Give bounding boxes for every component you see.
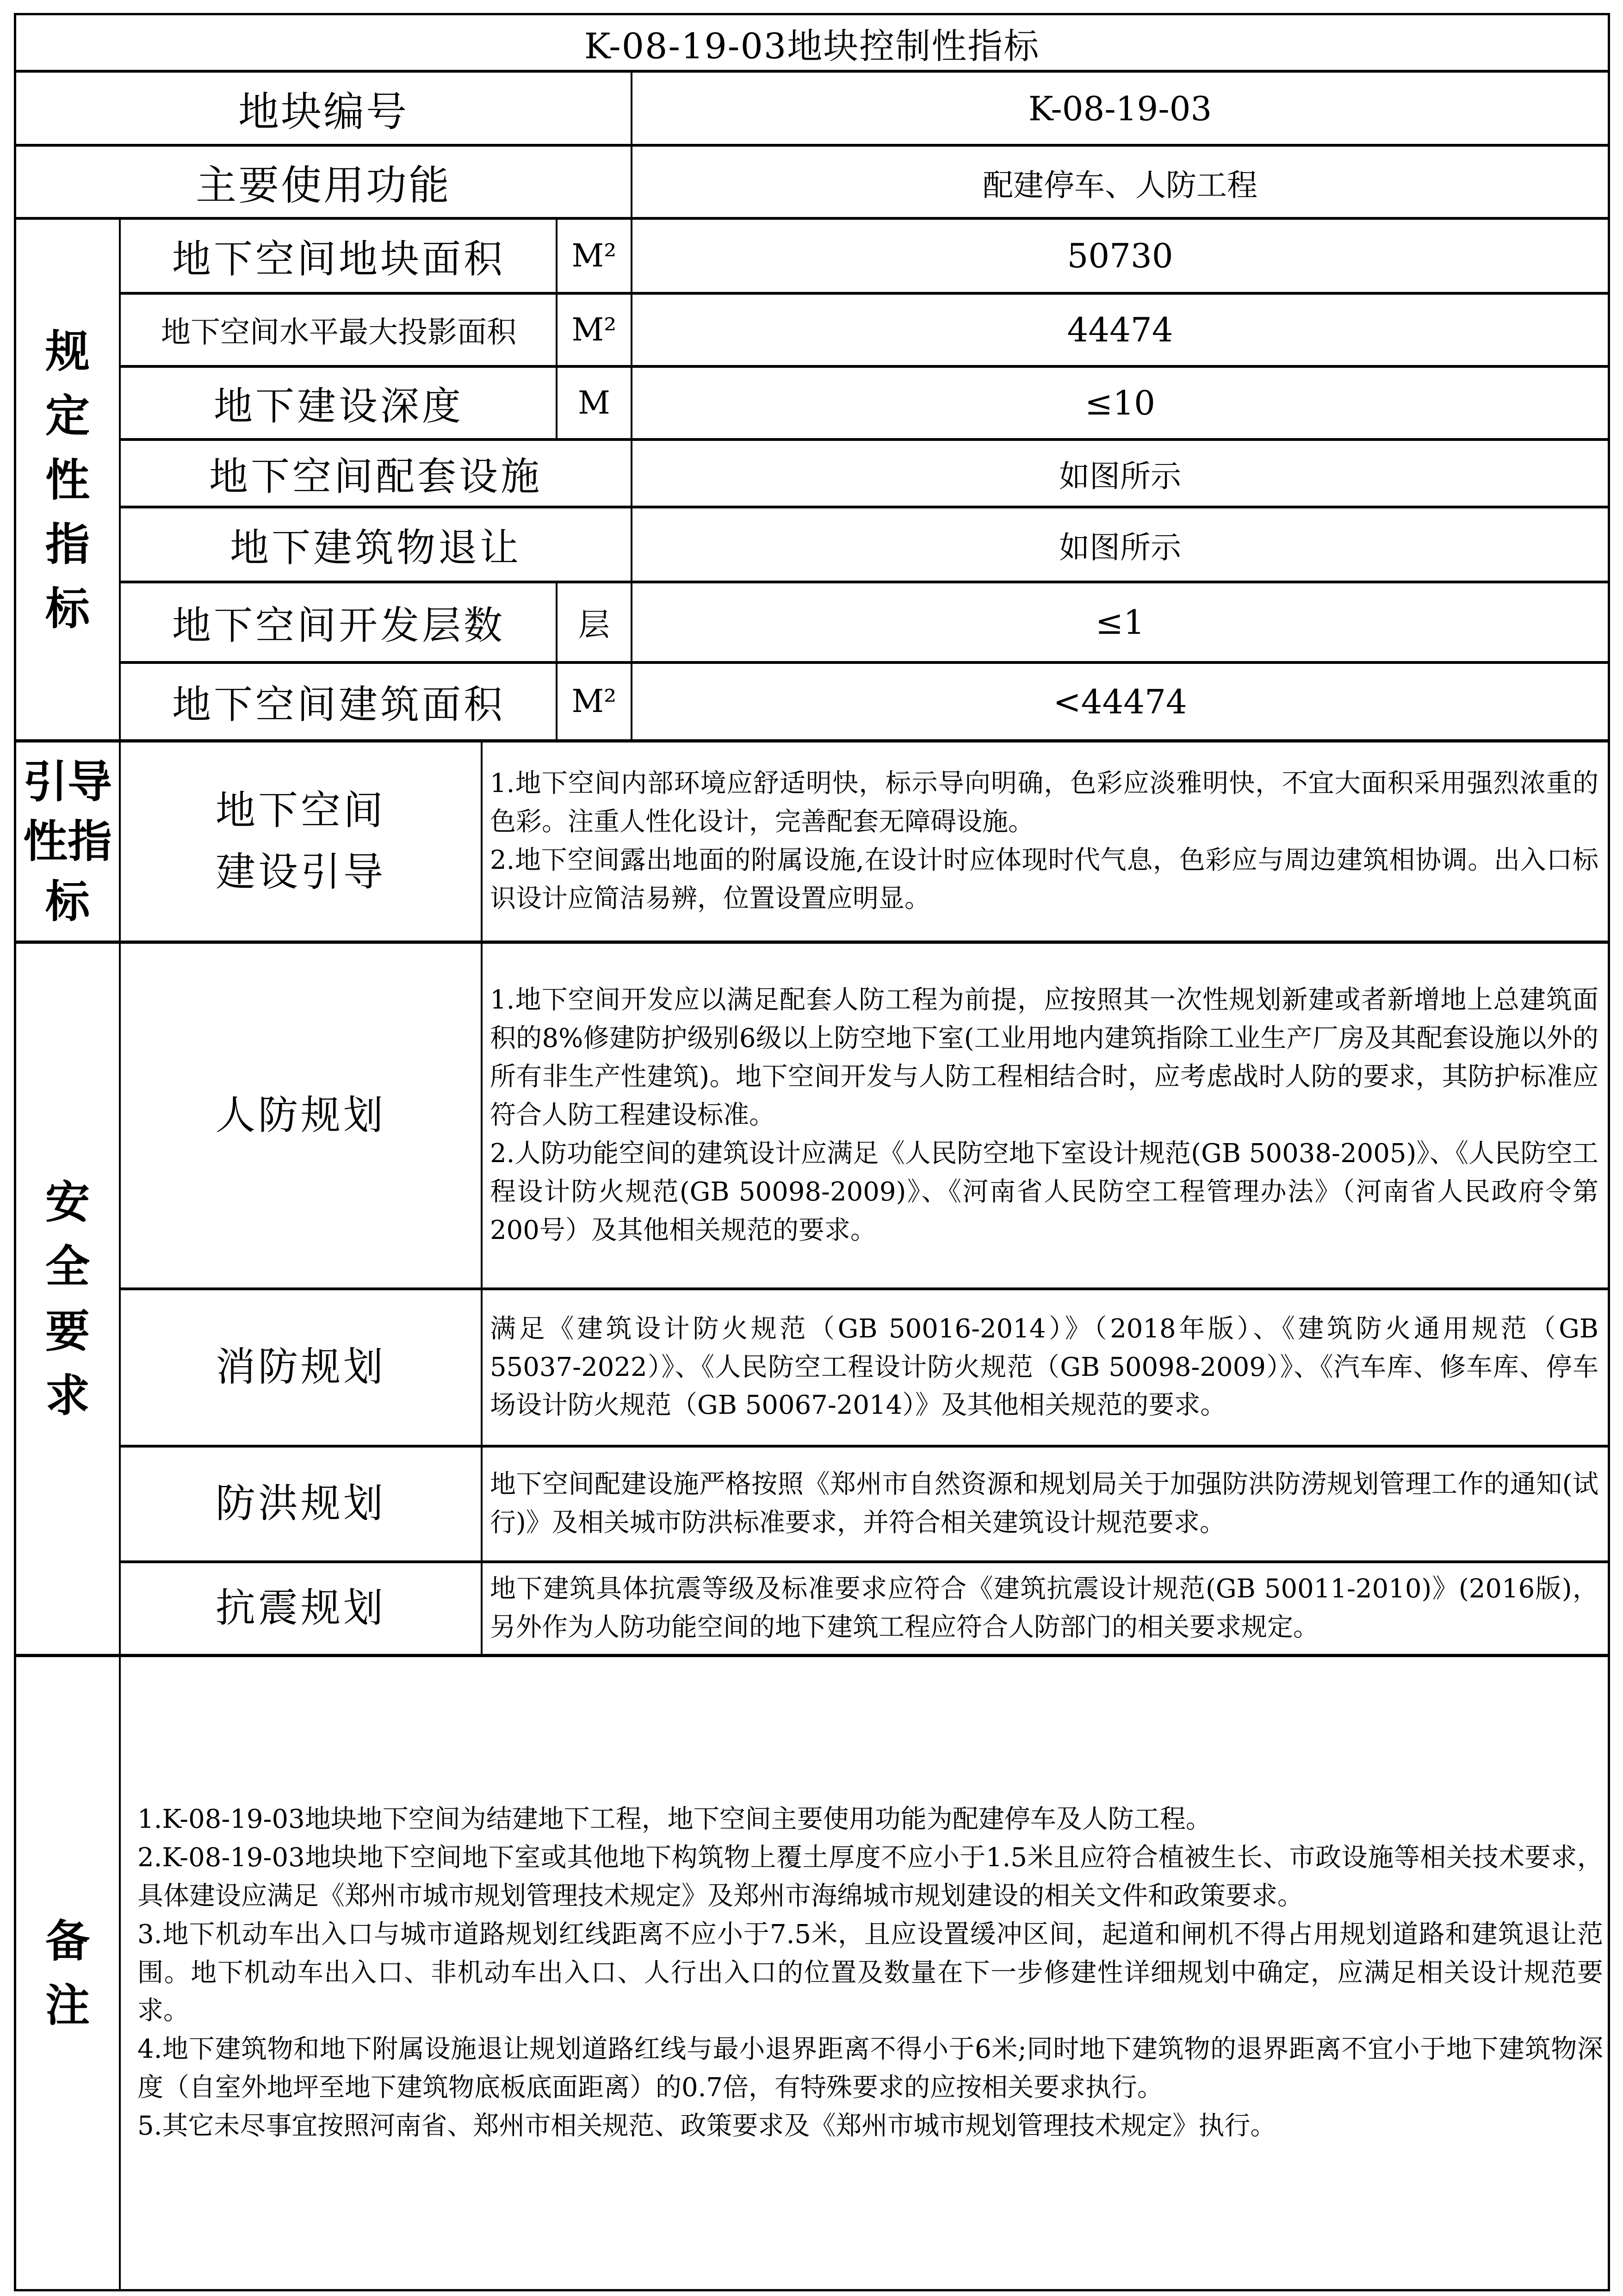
reg-row-label: 地下空间建筑面积 bbox=[172, 682, 505, 727]
safety-row-text-seismic: 地下建筑具体抗震等级及标准要求应符合《建筑抗震设计规范(GB 50011-2010)》(2016版)，另外作为人防功能空间的地下建筑工程应符合人防部门的相关要求规定。 bbox=[490, 1574, 1598, 1642]
reg-row-value: ≤1 bbox=[1095, 603, 1145, 642]
regulatory-category-label: 规 定 性 指 标 bbox=[45, 325, 90, 635]
reg-row-label: 地下空间水平最大投影面积 bbox=[161, 316, 516, 350]
reg-row-unit: 层 bbox=[578, 606, 610, 644]
guidance-text: 1.地下空间内部环境应舒适明快，标示导向明确，色彩应淡雅明快，不宜大面积采用强烈浓重的色彩。注重人性化设计，完善配套无障碍设施。 2.地下空间露出地面的附属设施,在设计时应体现时代气息，色彩应与周边建筑相协调。出入口标识设计应简洁易辨，位置设置应明显。 bbox=[490, 768, 1598, 914]
guidance-label: 地下空间 建设引导 bbox=[216, 787, 386, 895]
safety-row-text-flood: 地下空间配建设施严格按照《郑州市自然资源和规划局关于加强防洪防涝规划管理工作的通知(试行)》及相关城市防洪标准要求，并符合相关建筑设计规范要求。 bbox=[490, 1469, 1598, 1538]
reg-row-label: 地下建设深度 bbox=[213, 383, 464, 429]
plot-number-label: 地块编号 bbox=[238, 88, 409, 136]
reg-row-value: 44474 bbox=[1067, 310, 1173, 349]
reg-row-value: ≤10 bbox=[1085, 384, 1155, 422]
safety-row-label-seismic: 抗震规划 bbox=[216, 1585, 386, 1632]
control-index-sheet bbox=[14, 13, 1610, 2291]
reg-row-unit: M² bbox=[571, 683, 617, 720]
safety-row-label-flood: 防洪规划 bbox=[216, 1480, 386, 1527]
reg-row-value: 如图所示 bbox=[1059, 529, 1181, 565]
reg-row-unit: M bbox=[578, 384, 610, 421]
reg-row-label: 地下建筑物退让 bbox=[229, 525, 521, 570]
sheet-title: K-08-19-03地块控制性指标 bbox=[584, 25, 1040, 67]
remarks-category-label: 备 注 bbox=[45, 1914, 90, 2031]
main-function-value: 配建停车、人防工程 bbox=[983, 167, 1258, 203]
plot-number-value: K-08-19-03 bbox=[1028, 89, 1212, 128]
reg-row-label: 地下空间配套设施 bbox=[209, 453, 542, 499]
safety-row-label-civil-defense: 人防规划 bbox=[216, 1092, 386, 1139]
reg-row-label: 地下空间地块面积 bbox=[172, 236, 505, 282]
safety-row-text-civil-defense: 1.地下空间开发应以满足配套人防工程为前提，应按照其一次性规划新建或者新增地上总建筑面积的8%修建防护级别6级以上防空地下室(工业用地内建筑指除工业生产厂房及其配套设施以外的所有非生产性建筑)。地下空间开发与人防工程相结合时，应考虑战时人防的要求，其防护标准应符合人防工程建设标准。 2.人防功能空间的建筑设计应满足《人民防空地下室设计规范(GB 50038-2005)》、《人民防空工程设计防火规范(GB 50098-2009)》、《河南省人民防空工程管理办法》（河南省人民政府令第200号）及其他相关规范的要求。 bbox=[490, 985, 1598, 1245]
safety-category-label: 安 全 要 求 bbox=[45, 1176, 90, 1422]
safety-row-label-fire: 消防规划 bbox=[216, 1344, 386, 1391]
reg-row-value: 50730 bbox=[1067, 236, 1173, 275]
reg-row-unit: M² bbox=[571, 237, 617, 274]
main-function-label: 主要使用功能 bbox=[195, 161, 451, 209]
remarks-text: 1.K-08-19-03地块地下空间为结建地下工程，地下空间主要使用功能为配建停车及人防工程。 2.K-08-19-03地块地下空间地下室或其他地下构筑物上覆土厚度不应小于1.5米且应符合植被生长、市政设施等相关技术要求，具体建设应满足《郑州市城市规划管理技术规定》及郑州市海绵城市规划建设的相关文件和政策要求。 3.地下机动车出入口与城市道路规划红线距离不应小于7.5米，且应设置缓冲区间，起道和闸机不得占用规划道路和建筑退让范围。地下机动车出入口、非机动车出入口、人行出入口的位置及数量在下一步修建性详细规划中确定，应满足相关设计规范要求。 4.地下建筑物和地下附属设施退让规划道路红线与最小退界距离不得小于6米;同时地下建筑物的退界距离不宜小于地下建筑物深度（自室外地坪至地下建筑物底板底面距离）的0.7倍，有特殊要求的应按相关要求执行。 5.其它未尽事宜按照河南省、郑州市相关规范、政策要求及《郑州市城市规划管理技术规定》执行。 bbox=[137, 1804, 1603, 2141]
guidance-category-label: 引导 性指 标 bbox=[23, 755, 112, 928]
reg-row-value: <44474 bbox=[1053, 682, 1187, 721]
reg-row-unit: M² bbox=[571, 311, 617, 348]
reg-row-label: 地下空间开发层数 bbox=[172, 602, 505, 648]
reg-row-value: 如图所示 bbox=[1059, 458, 1181, 494]
safety-row-text-fire: 满足《建筑设计防火规范（GB 50016-2014）》（2018年版）、《建筑防火通用规范（GB 55037-2022）》、《人民防空工程设计防火规范（GB 50098-2009）》、《汽车库、修车库、停车场设计防火规范（GB 50067-2014）》及其他相关规范的要求。 bbox=[490, 1313, 1598, 1421]
